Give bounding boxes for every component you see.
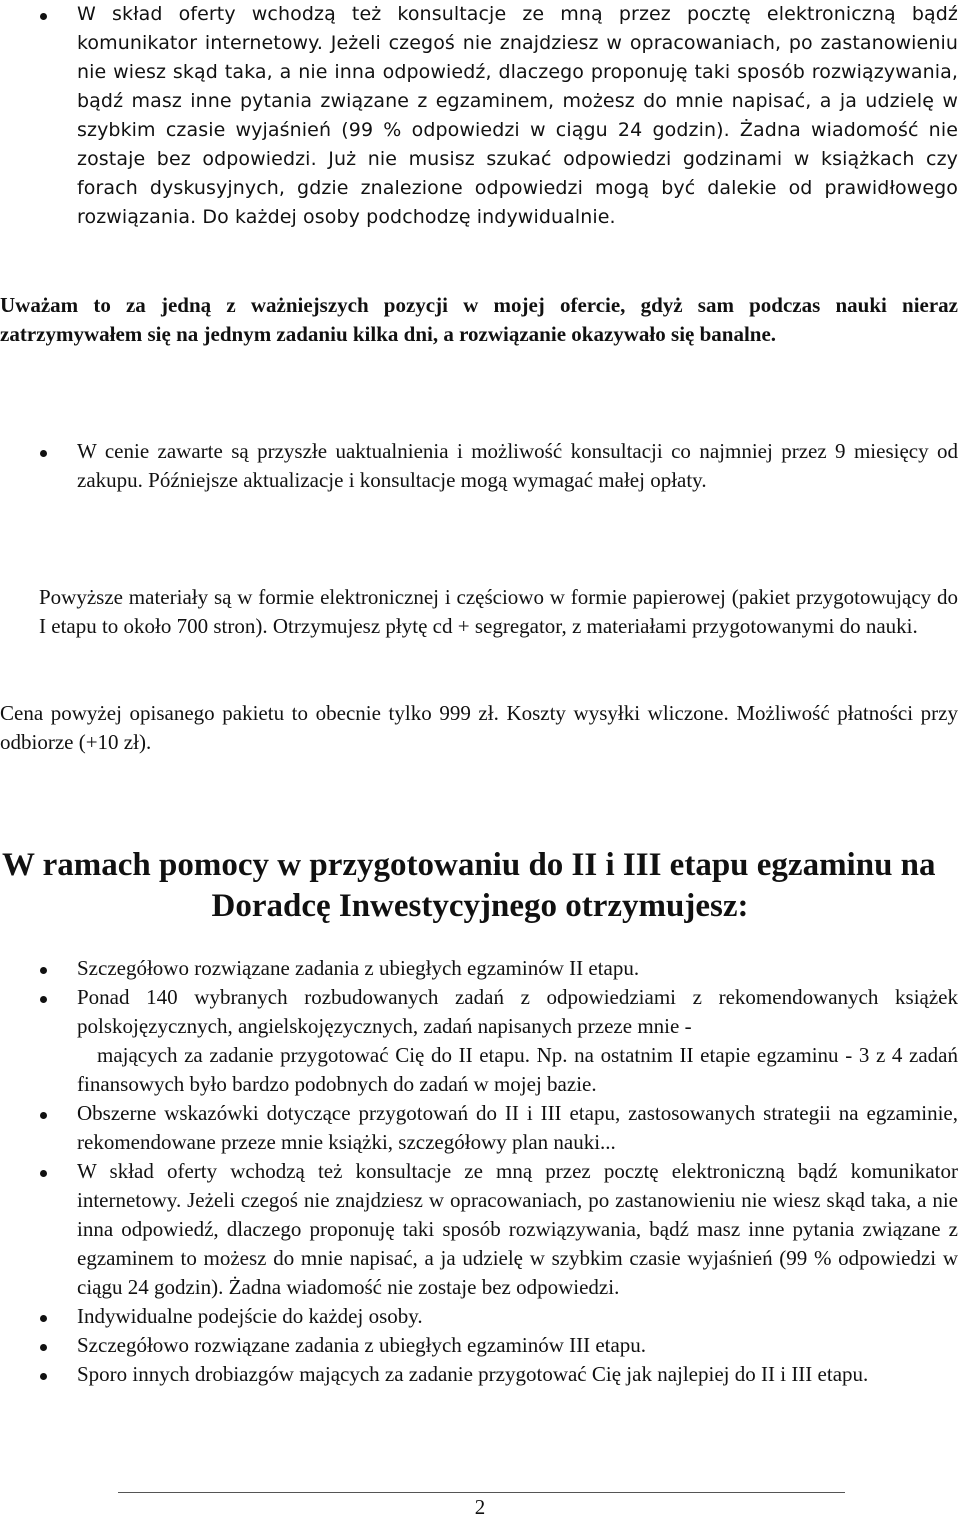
- list-item-text: Sporo innych drobiazgów mających za zadanie przygotować Cię jak najlepiej do II i III etapu.: [77, 1362, 869, 1386]
- list-item: [0, 437, 960, 495]
- bullet-icon: [40, 450, 47, 457]
- top-bullet-list: [0, 0, 960, 232]
- bullet-icon: [40, 967, 47, 974]
- bullet-icon: [40, 1112, 47, 1119]
- footer-divider: [118, 1492, 845, 1493]
- list-item-text: Indywidualne podejście do każdej osoby.: [77, 1304, 423, 1328]
- list-item: [0, 983, 960, 1099]
- materials-paragraph: Powyższe materiały są w formie elektronicznej i częściowo w formie papierowej (pakiet przygotowujący do I etapu to około 700 stron). Otrzymujesz płytę cd + segregator, z materiałami przygotowanymi do nauki.: [39, 585, 958, 638]
- list-item-text: W cenie zawarte są przyszłe uaktualnienia i możliwość konsultacji co najmniej przez 9 miesięcy od zakupu. Późniejsze aktualizacje i konsultacje mogą wymagać małej opłaty.: [77, 439, 958, 492]
- heading-line-1: W ramach pomocy w przygotowaniu do II i III etapu egzaminu na: [2, 847, 936, 883]
- offer-bullet-list: [0, 954, 960, 1389]
- list-item-text-continued: mających za zadanie przygotować Cię do II etapu. Np. na ostatnim II etapie egzaminu - 3 z 4 zadań finansowych było bardzo podobnych do zadań w mojej bazie.: [77, 1043, 958, 1096]
- bullet-icon: [40, 996, 47, 1003]
- list-item-text: Ponad 140 wybranych rozbudowanych zadań z odpowiedziami z rekomendowanych książek polskojęzycznych, angielskojęzycznych, zadań napisanych przeze mnie -: [77, 985, 958, 1038]
- bullet-icon: [40, 1344, 47, 1351]
- list-item: [0, 0, 960, 232]
- list-item: [0, 954, 960, 983]
- list-item-text: W skład oferty wchodzą też konsultacje ze mną przez pocztę elektroniczną bądź komunikator internetowy. Jeżeli czegoś nie znajdziesz w opracowaniach, po zastanowieniu nie wiesz skąd taka, a nie inna odpowiedź, dlaczego proponuję taki sposób rozwiązywania, bądź masz inne pytania związane z egzaminem, możesz do mnie napisać, a ja udzielę w szybkim czasie wyjaśnień (99 % odpowiedzi w ciągu 24 godzin). Żadna wiadomość nie zostaje bez odpowiedzi. Już nie musisz szukać odpowiedzi godzinami w książkach czy forach dyskusyjnych, gdzie znalezione odpowiedzi mogą być dalekie od prawidłowego rozwiązania. Do każdej osoby podchodzę indywidualnie.: [77, 3, 958, 228]
- section-heading: [0, 845, 960, 927]
- bullet-icon: [40, 13, 47, 20]
- list-item: [0, 1331, 960, 1360]
- list-item: [0, 1302, 960, 1331]
- page-number: 2: [474, 1495, 486, 1519]
- heading-line-2: Doradcę Inwestycyjnego otrzymujesz:: [211, 888, 749, 924]
- list-item-text: W skład oferty wchodzą też konsultacje ze mną przez pocztę elektroniczną bądź komunikator internetowy. Jeżeli czegoś nie znajdziesz w opracowaniach, po zastanowieniu nie wiesz skąd taka, a nie inna odpowiedź, dlaczego proponuję taki sposób rozwiązywania, bądź masz inne pytania związane z egzaminem to możesz do mnie napisać, a ja udzielę w szybkim czasie wyjaśnień (99 % odpowiedzi w ciągu 24 godzin). Żadna wiadomość nie zostaje bez odpowiedzi.: [77, 1159, 958, 1299]
- important-note: Uważam to za jedną z ważniejszych pozycji w mojej ofercie, gdyż sam podczas nauki nieraz zatrzymywałem się na jednym zadaniu kilka dni, a rozwiązanie okazywało się banalne.: [0, 293, 958, 346]
- list-item: [0, 1157, 960, 1302]
- list-item-text: Obszerne wskazówki dotyczące przygotowań do II i III etapu, zastosowanych strategii na egzaminie, rekomendowane przeze mnie książki, szczegółowy plan nauki...: [77, 1101, 958, 1154]
- list-item-text: Szczegółowo rozwiązane zadania z ubiegłych egzaminów III etapu.: [77, 1333, 647, 1357]
- updates-bullet-list: [0, 437, 960, 495]
- list-item: [0, 1099, 960, 1157]
- list-item-text: Szczegółowo rozwiązane zadania z ubiegłych egzaminów II etapu.: [77, 956, 640, 980]
- bullet-icon: [40, 1170, 47, 1177]
- price-paragraph: Cena powyżej opisanego pakietu to obecnie tylko 999 zł. Koszty wysyłki wliczone. Możliwość płatności przy odbiorze (+10 zł).: [0, 701, 958, 754]
- bullet-icon: [40, 1315, 47, 1322]
- bullet-icon: [40, 1373, 47, 1380]
- list-item: [0, 1360, 960, 1389]
